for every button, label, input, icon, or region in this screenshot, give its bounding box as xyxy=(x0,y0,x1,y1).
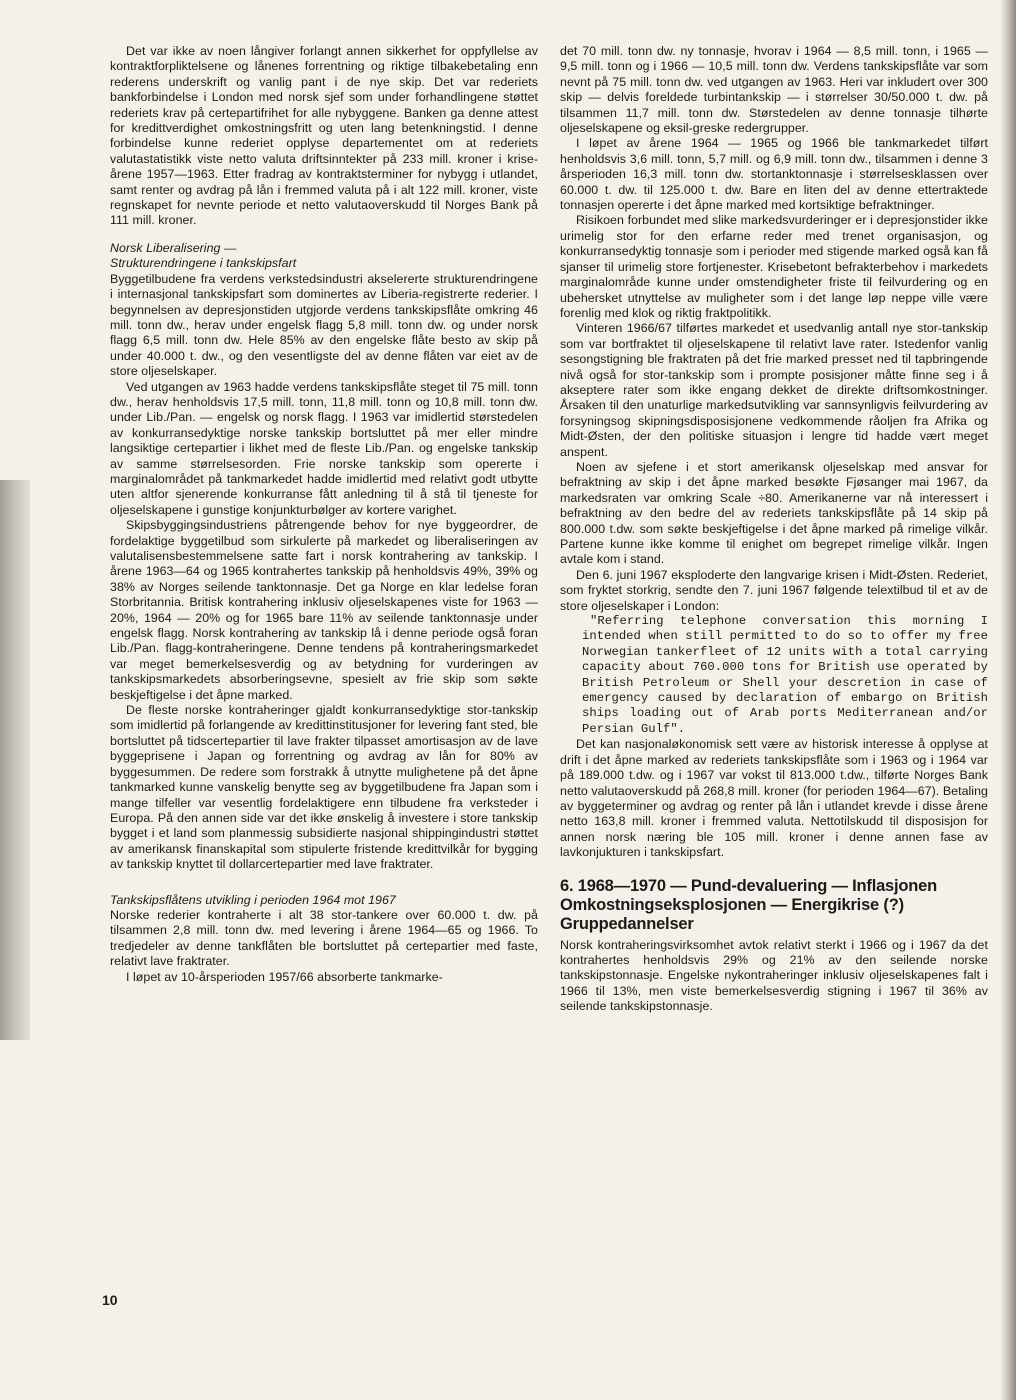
subheading-line: Strukturendringene i tankskipsfart xyxy=(110,256,297,271)
binding-shadow xyxy=(0,480,30,1040)
page-number: 10 xyxy=(102,1292,118,1308)
page-edge-shadow xyxy=(1000,0,1016,1400)
paragraph: Skipsbyggingsindustriens påtrengende behov for nye byggeordrer, de fordelaktige byggetilbud som sirkulerte på markedet og liberaliseringen av valutalisensbestemmelsene satte fart i norsk kontrahering av tankskip. I årene 1963—64 og 1965 kontrahertes tankskip på henholdsvis 49%, 39% og 38% av Norges seilende tanktonnasje. Det ga Norge en klar ledelse foran Storbritannia. Britisk kontrahering inklusiv oljeselskapenes viste for 1963 — 20%, 1964 — 20% og for 1965 bare 11% av seilende tanktonnasje under engelsk flagg. Norsk kontrahering av tankskip lå i denne periode også foran Lib./Pan. flagg-kontraheringene. Denne tendens på kontraheringsmarkedet var meget bemerkelsesverdig og av betydning for vurderingen av tankskipsmarkedets absorberingsevne, spesielt av frie skip som søkte beskjeftigelse i det åpne marked. xyxy=(110,518,538,702)
paragraph: Det var ikke av noen långiver forlangt annen sikkerhet for oppfyllelse av kontraktforpliktelsene og lånenes forrentning og riktige tilbakebetaling enn rederens underskrift og vanlig pant i de nye skip. Det var rederiets bankforbindelse i London med norsk sjef som under forhandlingene støttet rederiets krav på certepartifrihet for alle nybyggene. Banken ga denne attest for kredittverdighet omkostningsfritt og uten lang betenkningstid. I denne forbindelse kunne rederiet opplyse departementet om at rederiets valutastatistikk viste netto valuta driftsinntekter på 233 mill. kroner i krise-årene 1957—1963. Etter fradrag av kontraktsterminer for nybygg i utlandet, samt renter og avdrag på lån i fremmed valuta på i alt 122 mill. kroner, viste regnskapet for nevnte periode et netto valutaoverskudd til Norges Bank på 111 mill. kroner. xyxy=(110,44,538,228)
section-heading: 6. 1968—1970 — Pund-devaluering — Inflasjonen Omkostningseksplosjonen — Energikrise (?) Gruppedannelser xyxy=(560,876,938,933)
left-column xyxy=(110,44,538,985)
paragraph: Den 6. juni 1967 eksploderte den langvarige krisen i Midt-Østen. Rederiet, som fryktet storkrig, sendte den 7. juni 1967 følgende telextilbud til et av de store oljeselskaper i London: xyxy=(560,567,988,613)
paragraph: Ved utgangen av 1963 hadde verdens tankskipsflåte steget til 75 mill. tonn dw., herav henholdsvis 17,5 mill. tonn, 11,8 mill. tonn og 10,8 mill. tonn dw. under Lib./Pan. — engelsk og norsk flagg. I 1963 var imidlertid størstedelen av konkurransedyktige norske tankskip bortsluttet på mer eller mindre langsiktige certepartier i likhet med de fleste Lib./Pan. og engelske tankskip av samme størrelsesorden. Frie norske tankskip som opererte i marginalområdet på tankmarkedet hadde imidlertid med relativt godt utbytte uten altfor sjenerende konkurranse fått anledning til å stå til tjeneste for oljeselskapene i gunstige konjunkturbølger av kortere varighet. xyxy=(110,379,538,517)
paragraph: Norsk kontraheringsvirksomhet avtok relativt sterkt i 1966 og i 1967 da det kontrahertes henholdsvis 29% og 21% av den seilende norske tankskipstonnasje. Engelske nykontraheringer inklusiv oljeselskapenes falt i 1966 til 13%, men viste bemerkelsesverdig stigning i 1967 til 36% av seilende tankskipstonnasje. xyxy=(560,937,988,1014)
subheading: Tankskipsflåtens utvikling i perioden 1964 mot 1967 xyxy=(110,892,396,907)
paragraph: Noen av sjefene i et stort amerikansk oljeselskap med ansvar for befraktning av skip i det åpne marked besøkte Fjøsanger mai 1967, da markedsraten var omkring Scale ÷80. Amerikanerne var nå interessert i befraktning av den bedre del av rederiets tankskipsflåte på 14 skip på 800.000 t.dw. som søkte beskjeftigelse i det åpne marked på rimelige vilkår. Partene kunne ikke komme til enighet om begrepet rimelige vilkår. Ingen avtale kom i stand. xyxy=(560,459,988,567)
right-column xyxy=(560,44,988,1015)
paragraph: det 70 mill. tonn dw. ny tonnasje, hvorav i 1964 — 8,5 mill. tonn, i 1965 — 9,5 mill. tonn og i 1966 — 10,5 mill. tonn dw. Verdens tankskipsflåte var som nevnt på 75 mill. tonn dw. ved utgangen av 1963. Heri var inkludert over 300 skip — delvis foreldede turbintankskip — i størrelser 30/50.000 t. dw. på tilsammen 11,7 mill. tonn dw. Størstedelen av denne tonnasje tilhørte oljeselskapene og eksil-greske redergrupper. xyxy=(560,44,988,136)
paragraph: Norske rederier kontraherte i alt 38 stor-tankere over 60.000 t. dw. på tilsammen 2,8 mill. tonn dw. med levering i årene 1964—65 og 1966. To tredjedeler av denne tankflåten ble bortsluttet på certepartier med faste, relativt lave fraktrater. xyxy=(110,907,538,969)
subheading-line: Norsk Liberalisering — xyxy=(110,240,237,255)
paragraph: Byggetilbudene fra verdens verkstedsindustri akselererte strukturendringene i internasjonal tankskipsfart som dominertes av Liberia-registrerte rederier. I begynnelsen av depresjonstiden utgjorde verdens tankskipsflåte omkring 46 mill. tonn dw., herav under engelsk flagg 5,8 mill. tonn dw. og under norsk flagg 6,5 mill. tonn dw. Hele 85% av den engelske flåte besto av skip på under 40.000 t. dw., og den vesentligste del av denne flåten var eiet av de store oljeselskaper. xyxy=(110,271,538,379)
paragraph: I løpet av årene 1964 — 1965 og 1966 ble tankmarkedet tilført henholdsvis 3,6 mill. tonn, 5,7 mill. og 6,9 mill. tonn dw., tilsammen i denne 3 årsperioden 16,3 mill. tonn dw. stortanktonnasje i størrelsesklassen over 60.000 t. dw. til 125.000 t. dw. Bare en liten del av denne ettertraktede tonnasjen opererte i det åpne marked med kortsiktige befraktninger. xyxy=(560,136,988,213)
paragraph: Det kan nasjonaløkonomisk sett være av historisk interesse å opplyse at drift i det åpne marked av rederiets tankskipsflåte som i 1963 og i 1964 var på 189.000 t.dw. og i 1967 var vokst til 813.000 t.dw., tilførte Norges Bank netto valutaoverskudd på 268,8 mill. kroner (for perioden 1964—67). Betaling av byggeterminer og avdrag og renter på lån i utlandet krevde i disse årene netto 163,8 mill. kroner i fremmed valuta. Nettotilskudd til disposisjon for annen norsk næring ble 105 mill. kroner i denne annen fase av lavkonjukturen i tankskipsfart. xyxy=(560,737,988,860)
paragraph: I løpet av 10-årsperioden 1957/66 absorberte tankmarke- xyxy=(126,969,443,984)
paragraph: De fleste norske kontraheringer gjaldt konkurransedyktige stor-tankskip som imidlertid på forlangende av kredittinstitusjoner for levering fant sted, ble bortsluttet på tidscertepartier til lave frakter tilpasset amortisasjon av de lave byggeprisene i Japan og forrentning og avdrag av lån for 80% av byggesummen. De redere som forstrakk å utnytte mulighetene på det åpne tankmarked kunne vanskelig benytte seg av byggetilbudene fra Japan som i mange tilfeller var vesentlig fordelaktigere enn tilbudene fra verksteder i Europa. På den annen side var det ikke ønskelig å investere i store tankskip bygget i et land som planmessig subsidierte nasjonal shippingindustri støttet av amerikansk finanskapital som stipulerte fristende kredittvilkår for bygging av tankskip knyttet til dollarcertepartier med lave fraktrater. xyxy=(110,703,538,872)
subheading xyxy=(110,241,538,272)
telex-quote: "Referring telephone conversation this morning I intended when still permitted to do so to offer my free Norwegian tankerfleet of 12 units with a total carrying capacity about 760.000 tons for British use operated by British Petroleum or Shell your descretion in case of emergency caused by declaration of embargo on British ships loading out of Arab ports Mediterranean and/or Persian Gulf". xyxy=(582,614,988,736)
paragraph: Vinteren 1966/67 tilførtes markedet et usedvanlig antall nye stor-tankskip som var bortfraktet til oljeselskapene til relativt lave rater. Istedenfor vanlig sesongstigning ble fraktraten på det frie marked presset ned til tapbringende nivå også for stor-tankskip som i prompte posisjoner måtte finne seg i å akseptere rater som ikke engang dekket de direkte driftsomkostninger. Årsaken til den unaturlige markedsutvikling var sannsynligvis feilvurdering av forsyningsog skipningsdisposisjonene vedkommende råoljen fra Afrika og Midt-Østen, der den politiske situasjon i lengre tid hadde vært meget anspent. xyxy=(560,321,988,459)
paragraph: Risikoen forbundet med slike markedsvurderinger er i depresjonstider ikke urimelig stor for den erfarne reder med trenet organisasjon, og konkurransedyktig tonnasje som i perioder med stigende marked også kan få sjanser til urimelig store fortjenester. Krisebetont befrakterbehov i markedets marginalområde kunne under omstendigheter friste til feilvurdering og en ubehersket utnyttelse av muligheter som i det lange løp neppe ville være forenlig med klok og riktig fraktpolitikk. xyxy=(560,213,988,320)
